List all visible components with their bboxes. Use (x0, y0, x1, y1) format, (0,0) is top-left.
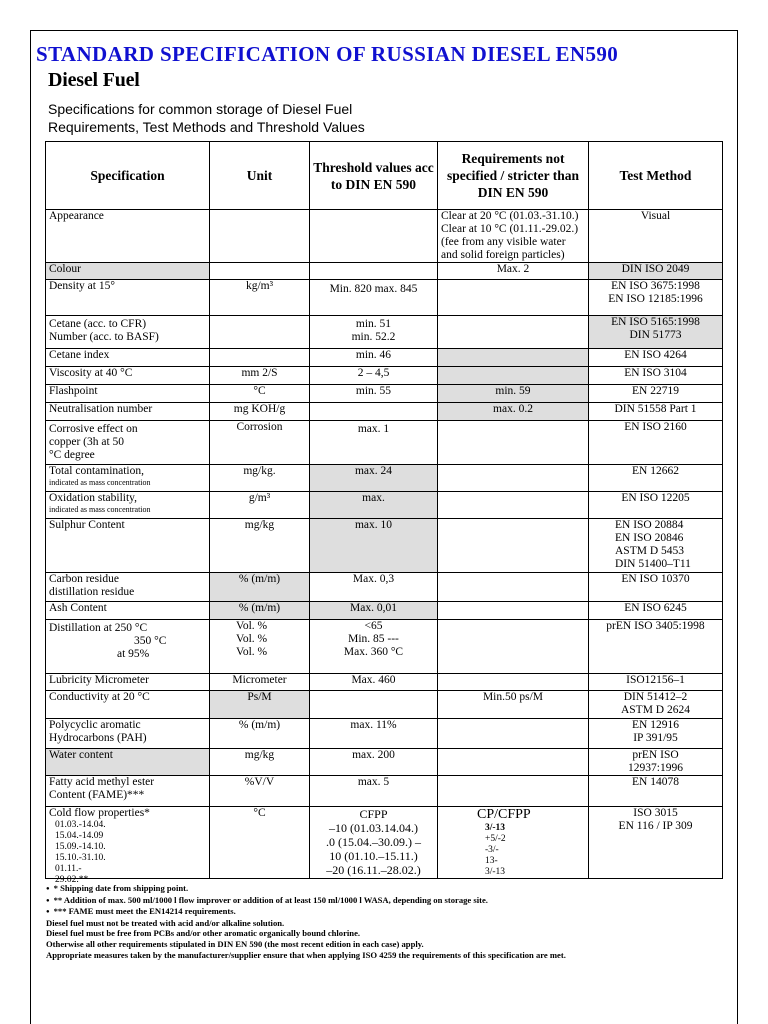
method-cell (589, 519, 723, 573)
requirements-cell (438, 602, 589, 620)
threshold-line: Min. 85 --- (348, 633, 399, 645)
period-line: 01.11.- (55, 864, 82, 874)
intro-line: Requirements, Test Methods and Threshold Values (48, 119, 365, 135)
spec-cell (46, 620, 210, 674)
unit-cell: Ps/M (210, 691, 310, 719)
unit-cell: mg/kg (210, 519, 310, 573)
unit-line: Vol. % (236, 620, 268, 632)
footnote-item: ● ** Addition of max. 500 ml/1000 l flow improver or addition of at least 150 ml/1000 l WASA, depending on storage site. (46, 895, 736, 907)
method-cell (589, 719, 723, 749)
unit-cell (210, 210, 310, 263)
requirements-cell: max. 0.2 (438, 403, 589, 421)
unit-cell (210, 349, 310, 367)
method-cell: DIN 51558 Part 1 (589, 403, 723, 421)
requirements-cell (438, 492, 589, 519)
header-threshold: Threshold values acc to DIN EN 590 (310, 142, 438, 210)
spec-cell: Lubricity Micrometer (46, 674, 210, 691)
footnote-item: ● *** FAME must meet the EN14214 requirements. (46, 906, 736, 918)
requirements-cell (438, 807, 589, 879)
unit-cell: Micrometer (210, 674, 310, 691)
threshold-cell (310, 691, 438, 719)
table-row-neutralisation (46, 403, 723, 421)
spec-cell: Colour (46, 263, 210, 280)
unit-cell (210, 316, 310, 349)
method-line: IP 391/95 (633, 732, 678, 744)
threshold-cell: min. 46 (310, 349, 438, 367)
specification-table (45, 141, 723, 885)
requirements-cell (438, 674, 589, 691)
spec-cell: Viscosity at 40 °C (46, 367, 210, 385)
method-cell (589, 316, 723, 349)
requirements-cell (438, 573, 589, 602)
table-row-fame (46, 776, 723, 807)
spec-cell (46, 421, 210, 465)
unit-cell: kg/m³ (210, 280, 310, 316)
table-row-colour (46, 263, 723, 280)
table-row-cetane-index (46, 349, 723, 367)
period-line: 15.10.-31.10. (55, 853, 106, 863)
threshold-line: min. 52.2 (351, 331, 396, 343)
table-row-pah (46, 719, 723, 749)
header-requirements: Requirements not specified / stricter than DIN EN 590 (438, 142, 589, 210)
table-row-sulphur (46, 519, 723, 573)
req-line: 3/-13 (485, 867, 506, 877)
threshold-cell (310, 263, 438, 280)
method-line: EN ISO 12185:1996 (608, 293, 703, 305)
threshold-cell: max. 10 (310, 519, 438, 573)
spec-line: Corrosive effect on (49, 423, 138, 435)
unit-cell: °C (210, 807, 310, 879)
threshold-cell: min. 55 (310, 385, 438, 403)
table-row-water (46, 749, 723, 776)
spec-line: 350 °C (134, 635, 167, 647)
footnote-item: Appropriate measures taken by the manufacturer/supplier ensure that when applying ISO 4259 the requirements of this specification are met. (46, 949, 566, 960)
threshold-cell: Min. 820 max. 845 (310, 280, 438, 316)
footnote-item: Otherwise all other requirements stipulated in DIN EN 590 (the most recent edition in each case) apply. (46, 938, 424, 949)
intro-line: Specifications for common storage of Diesel Fuel (48, 101, 353, 117)
footnote-item: Diesel fuel must be free from PCBs and/or other aromatic organically bound chlorine. (46, 928, 361, 939)
method-cell (589, 280, 723, 316)
requirements-cell (438, 349, 589, 367)
table-row-conductivity (46, 691, 723, 719)
method-line: ISO 3015 (633, 807, 678, 819)
requirements-cell: min. 59 (438, 385, 589, 403)
threshold-line: <65 (364, 620, 383, 632)
table-row-cetane (46, 316, 723, 349)
method-cell: EN 12662 (589, 465, 723, 492)
spec-line: Hydrocarbons (PAH) (49, 732, 147, 744)
unit-line: Vol. % (236, 646, 268, 658)
requirements-cell (438, 776, 589, 807)
method-cell: DIN ISO 2049 (589, 263, 723, 280)
table-row-ash (46, 602, 723, 620)
unit-cell: Corrosion (210, 421, 310, 465)
spec-cell: Conductivity at 20 °C (46, 691, 210, 719)
spec-note: indicated as mass concentration (49, 478, 151, 487)
header-unit: Unit (210, 142, 310, 210)
method-cell: ISO12156–1 (589, 674, 723, 691)
threshold-line: –20 (16.11.–28.02.) (326, 863, 421, 877)
method-line: EN ISO 20884 (615, 519, 684, 531)
spec-cell: Neutralisation number (46, 403, 210, 421)
document-subtitle: Diesel Fuel (48, 69, 140, 91)
spec-line: Content (FAME)*** (49, 789, 145, 801)
spec-line: copper (3h at 50 (49, 436, 125, 448)
threshold-line: CFPP (359, 807, 388, 821)
method-line: DIN 51773 (629, 329, 682, 341)
threshold-line: .0 (15.04.–30.09.) – (326, 835, 421, 849)
unit-cell: mm 2/S (210, 367, 310, 385)
spec-cell (46, 807, 210, 885)
unit-cell: g/m³ (210, 492, 310, 519)
threshold-cell: max. 5 (310, 776, 438, 807)
table-row-density (46, 280, 723, 316)
method-cell: EN ISO 3104 (589, 367, 723, 385)
threshold-line: Max. 360 °C (343, 646, 404, 658)
unit-cell (210, 620, 310, 674)
spec-line: Fatty acid methyl ester (49, 776, 155, 788)
req-line: +5/-2 (485, 834, 506, 844)
spec-line: Number (acc. to BASF) (49, 331, 159, 343)
method-line: ASTM D 2624 (620, 704, 690, 716)
table-row-corrosive (46, 421, 723, 465)
threshold-cell: 2 – 4,5 (310, 367, 438, 385)
header-test-method: Test Method (589, 142, 723, 210)
unit-cell: °C (210, 385, 310, 403)
table-row-oxidation (46, 492, 723, 519)
method-line: EN ISO 3675:1998 (611, 280, 700, 292)
requirements-cell: Max. 2 (438, 263, 589, 280)
threshold-cell: max. 11% (310, 719, 438, 749)
requirements-cell (438, 749, 589, 776)
table-row-carbon-residue (46, 573, 723, 602)
page-title: STANDARD SPECIFICATION OF RUSSIAN DIESEL EN590 (36, 42, 619, 66)
unit-cell: % (m/m) (210, 602, 310, 620)
req-line: (fee from any visible water (441, 236, 566, 248)
spec-cell: Density at 15° (46, 280, 210, 316)
method-cell: EN ISO 6245 (589, 602, 723, 620)
table-row-viscosity (46, 367, 723, 385)
method-cell: prEN ISO 3405:1998 (589, 620, 723, 674)
threshold-cell: max. 1 (310, 421, 438, 465)
spec-cell (46, 776, 210, 807)
unit-cell (210, 263, 310, 280)
unit-cell: %V/V (210, 776, 310, 807)
requirements-cell (438, 210, 589, 263)
req-title: CP/CFPP (477, 807, 531, 822)
table-row-appearance (46, 210, 723, 263)
method-line: EN 12916 (632, 719, 679, 731)
spec-cell: Cetane index (46, 349, 210, 367)
threshold-cell: max. 200 (310, 749, 438, 776)
requirements-cell (438, 519, 589, 573)
spec-line: at 95% (117, 648, 150, 660)
threshold-line: –10 (01.03.14.04.) (329, 821, 418, 835)
spec-cell: Sulphur Content (46, 519, 210, 573)
spec-line: Distillation at 250 °C (49, 622, 148, 634)
spec-line: Cold flow properties* (49, 807, 150, 819)
period-list (49, 820, 206, 886)
req-line: 13- (485, 856, 498, 866)
method-line: prEN ISO (632, 749, 679, 761)
method-cell (589, 691, 723, 719)
spec-cell: Appearance (46, 210, 210, 263)
spec-line: Polycyclic aromatic (49, 719, 141, 731)
threshold-cell: Max. 0,3 (310, 573, 438, 602)
method-line: DIN 51400–T11 (615, 558, 691, 570)
intro-text (48, 100, 365, 136)
threshold-cell: max. 24 (310, 465, 438, 492)
method-cell: EN ISO 10370 (589, 573, 723, 602)
threshold-line: min. 51 (355, 318, 392, 330)
unit-line: Vol. % (236, 633, 268, 645)
method-line: DIN 51412–2 (623, 691, 688, 703)
method-line: EN 116 / IP 309 (618, 820, 693, 832)
req-line: and solid foreign particles) (441, 249, 565, 261)
threshold-cell (310, 210, 438, 263)
requirements-cell: Min.50 ps/M (438, 691, 589, 719)
period-line: 15.09.-14.10. (55, 842, 106, 852)
spec-line: distillation residue (49, 586, 135, 598)
unit-cell: mg KOH/g (210, 403, 310, 421)
threshold-cell (310, 316, 438, 349)
method-line: 12937:1996 (628, 762, 683, 774)
threshold-cell (310, 403, 438, 421)
requirements-cell (438, 280, 589, 316)
spec-cell (46, 719, 210, 749)
threshold-cell (310, 620, 438, 674)
threshold-line: 10 (01.10.–15.11.) (329, 849, 418, 863)
spec-line: Cetane (acc. to CFR) (49, 318, 147, 330)
period-line: 01.03.-14.04. (55, 820, 106, 830)
req-list (477, 823, 585, 878)
threshold-cell: Max. 0,01 (310, 602, 438, 620)
unit-cell: mg/kg. (210, 465, 310, 492)
method-line: EN ISO 5165:1998 (611, 316, 700, 328)
requirements-cell (438, 421, 589, 465)
threshold-cell: max. (310, 492, 438, 519)
requirements-cell (438, 620, 589, 674)
period-line: 15.04.-14.09 (55, 831, 104, 841)
method-line: ASTM D 5453 (615, 545, 685, 557)
footnote-item: ● * Shipping date from shipping point. (46, 883, 736, 895)
method-cell: EN ISO 2160 (589, 421, 723, 465)
method-line: EN ISO 20846 (615, 532, 684, 544)
spec-cell (46, 492, 210, 519)
spec-note: indicated as mass concentration (49, 505, 151, 514)
spec-line: Carbon residue (49, 573, 119, 585)
req-line: 3/-13 (485, 823, 506, 833)
footnote-item: Diesel fuel must not be treated with acid and/or alkaline solution. (46, 917, 285, 928)
header-specification: Specification (46, 142, 210, 210)
unit-cell: % (m/m) (210, 573, 310, 602)
period-line: 29.02.** (55, 875, 89, 885)
table-row-flashpoint (46, 385, 723, 403)
unit-cell: % (m/m) (210, 719, 310, 749)
unit-cell: mg/kg (210, 749, 310, 776)
requirements-cell (438, 367, 589, 385)
requirements-cell (438, 719, 589, 749)
table-header-row (46, 142, 723, 210)
method-cell: Visual (589, 210, 723, 263)
method-cell (589, 749, 723, 776)
method-cell (589, 807, 723, 879)
spec-line: Oxidation stability, (49, 492, 138, 504)
requirements-cell (438, 316, 589, 349)
spec-cell (46, 465, 210, 492)
req-line: Clear at 10 °C (01.11.-29.02.) (441, 223, 579, 235)
method-cell: EN ISO 12205 (589, 492, 723, 519)
method-cell: EN 14078 (589, 776, 723, 807)
table-row-distillation (46, 620, 723, 674)
spec-line: Total contamination, (49, 465, 145, 477)
method-cell: EN ISO 4264 (589, 349, 723, 367)
req-line: Clear at 20 °C (01.03.-31.10.) (441, 210, 579, 222)
spec-cell (46, 316, 210, 349)
requirements-cell (438, 465, 589, 492)
method-cell: EN 22719 (589, 385, 723, 403)
table-row-contamination (46, 465, 723, 492)
spec-cell: Water content (46, 749, 210, 776)
footnotes (46, 883, 736, 960)
spec-cell: Flashpoint (46, 385, 210, 403)
table-row-lubricity (46, 674, 723, 691)
spec-cell (46, 573, 210, 602)
spec-cell: Ash Content (46, 602, 210, 620)
spec-line: °C degree (49, 449, 95, 461)
threshold-cell: Max. 460 (310, 674, 438, 691)
table-row-cold-flow (46, 807, 723, 879)
threshold-cell (310, 807, 438, 879)
req-line: -3/- (485, 845, 499, 855)
